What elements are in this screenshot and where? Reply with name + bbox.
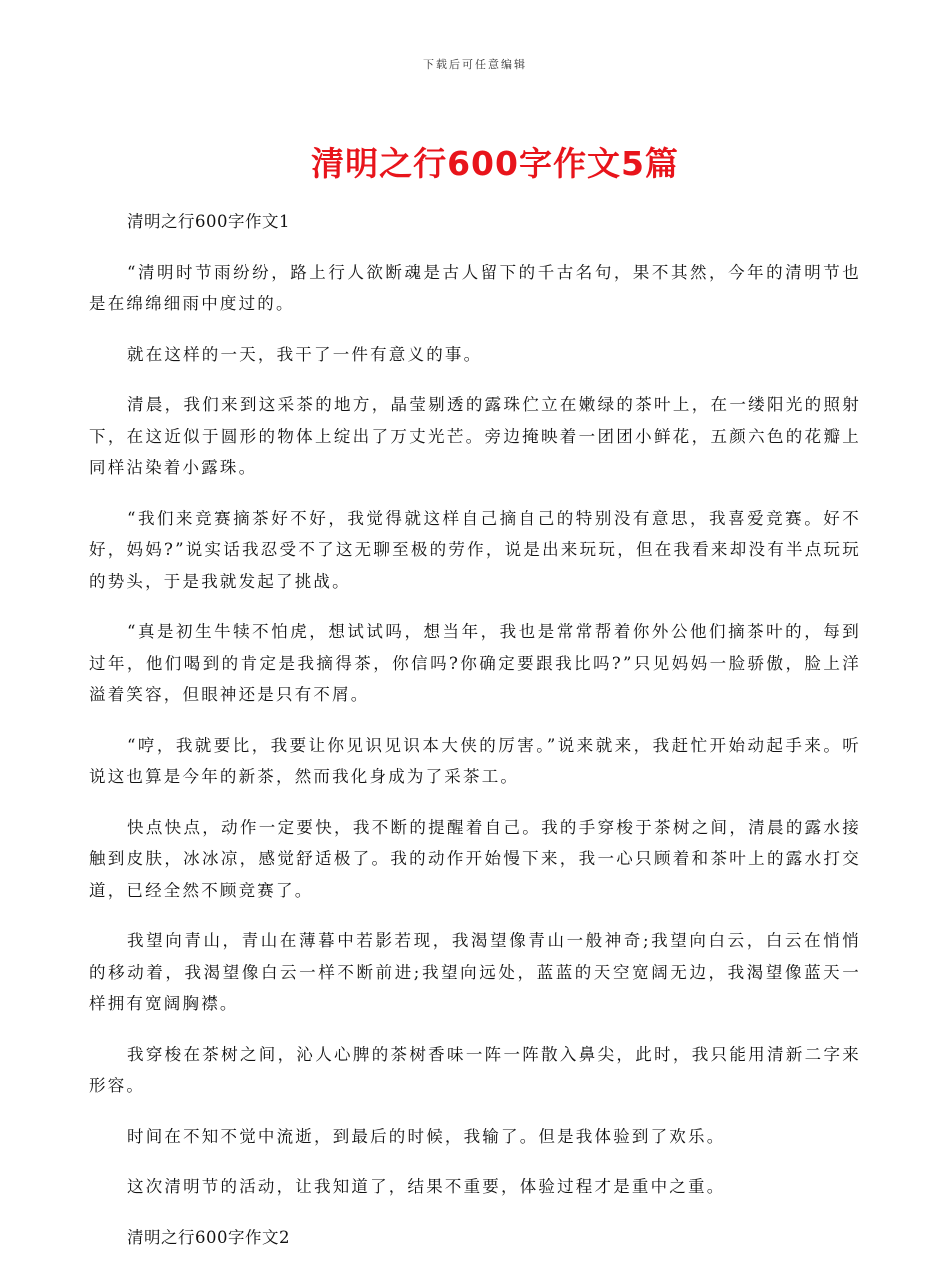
paragraph: 清晨，我们来到这采茶的地方，晶莹剔透的露珠伫立在嫩绿的茶叶上，在一缕阳光的照射下，在这近似于圆形的物体上绽出了万丈光芒。旁边掩映着一团团小鲜花，五颜六色的花瓣上同样沾染着小露珠。 — [89, 395, 861, 477]
paragraph: “哼，我就要比，我要让你见识见识本大侠的厉害。”说来就来，我赶忙开始动起手来。听说这也算是今年的新茶，然而我化身成为了采茶工。 — [89, 735, 861, 786]
document-title: 清明之行600字作文5篇 — [311, 144, 679, 183]
paragraph: 我穿梭在茶树之间，沁人心脾的茶树香味一阵一阵散入鼻尖，此时，我只能用清新二字来形容。 — [89, 1044, 861, 1095]
header-note: 下载后可任意编辑 — [423, 58, 527, 71]
paragraph: “真是初生牛犊不怕虎，想试试吗，想当年，我也是常常帮着你外公他们摘茶叶的，每到过年，他们喝到的肯定是我摘得茶，你信吗?你确定要跟我比吗?”只见妈妈一脸骄傲，脸上洋溢着笑容，但眼神还是只有不屑。 — [89, 622, 861, 704]
section-heading-1: 清明之行600字作文1 — [127, 212, 290, 231]
document-body — [89, 206, 861, 1272]
paragraph: 时间在不知不觉中流逝，到最后的时候，我输了。但是我体验到了欢乐。 — [127, 1126, 726, 1146]
paragraph: 就在这样的一天，我干了一件有意义的事。 — [127, 344, 483, 364]
section-heading-2: 清明之行600字作文2 — [127, 1227, 290, 1247]
paragraph: 快点快点，动作一定要快，我不断的提醒着自己。我的手穿梭于茶树之间，清晨的露水接触到皮肤，冰冰凉，感觉舒适极了。我的动作开始慢下来，我一心只顾着和茶叶上的露水打交道，已经全然不顾竞赛了。 — [89, 817, 861, 900]
paragraph: 我望向青山，青山在薄暮中若影若现，我渴望像青山一般神奇;我望向白云，白云在悄悄的移动着，我渴望像白云一样不断前进;我望向远处，蓝蓝的天空宽阔无边，我渴望像蓝天一样拥有宽阔胸襟。 — [89, 931, 861, 1013]
paragraph: “清明时节雨纷纷，路上行人欲断魂是古人留下的千古名句，果不其然，今年的清明节也是在绵绵细雨中度过的。 — [89, 262, 861, 313]
paragraph: 这次清明节的活动，让我知道了，结果不重要，体验过程才是重中之重。 — [127, 1177, 726, 1196]
paragraph: “我们来竞赛摘茶好不好，我觉得就这样自己摘自己的特别没有意思，我喜爱竞赛。好不好，妈妈?”说实话我忍受不了这无聊至极的劳作，说是出来玩玩，但在我看来却没有半点玩玩的势头，于是我就发起了挑战。 — [89, 508, 861, 591]
